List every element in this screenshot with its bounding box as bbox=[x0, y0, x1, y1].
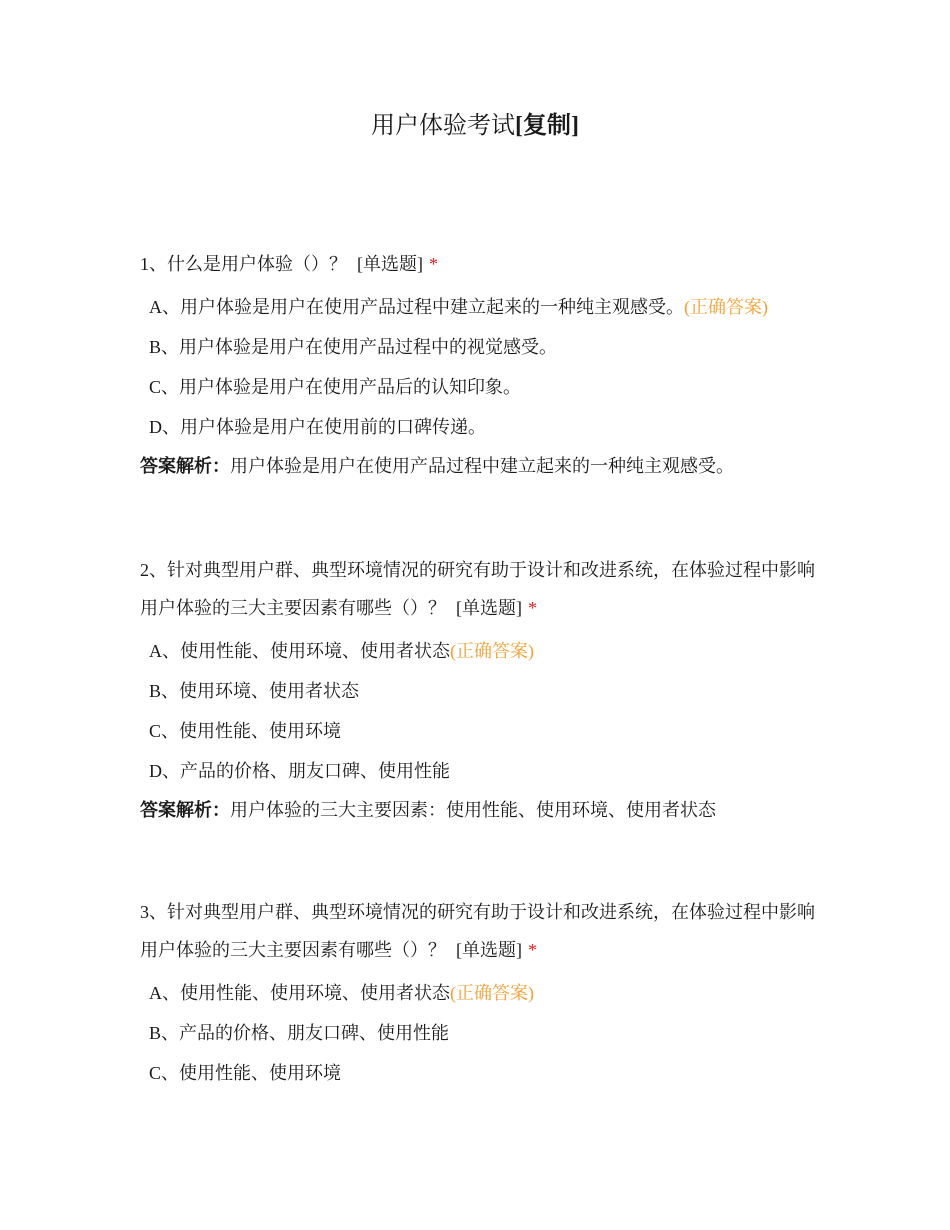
option-c bbox=[149, 1053, 820, 1093]
question-stem bbox=[140, 551, 820, 627]
option-d bbox=[149, 407, 820, 447]
option-text: A、用户体验是用户在使用产品过程中建立起来的一种纯主观感受。 bbox=[149, 297, 684, 317]
correct-answer-label: (正确答案) bbox=[450, 983, 534, 1003]
required-mark: * bbox=[429, 254, 438, 274]
question-2 bbox=[140, 551, 820, 829]
option-b bbox=[149, 327, 820, 367]
option-b bbox=[149, 1013, 820, 1053]
question-type: [单选题] bbox=[456, 940, 522, 960]
question-stem bbox=[140, 245, 820, 283]
option-c bbox=[149, 367, 820, 407]
required-mark: * bbox=[528, 598, 537, 618]
option-list bbox=[140, 287, 820, 447]
page-title bbox=[0, 108, 950, 144]
option-text: B、产品的价格、朋友口碑、使用性能 bbox=[149, 1023, 450, 1043]
option-text: C、使用性能、使用环境 bbox=[149, 1063, 342, 1083]
answer-analysis bbox=[140, 791, 820, 829]
question-type: [单选题] bbox=[357, 254, 423, 274]
option-text: C、用户体验是用户在使用产品后的认知印象。 bbox=[149, 377, 522, 397]
correct-answer-label: (正确答案) bbox=[684, 297, 768, 317]
analysis-label: 答案解析： bbox=[140, 800, 230, 820]
option-d bbox=[149, 751, 820, 791]
option-a bbox=[149, 631, 820, 671]
option-text: B、使用环境、使用者状态 bbox=[149, 681, 360, 701]
option-a bbox=[149, 973, 820, 1013]
option-a bbox=[149, 287, 820, 327]
question-1 bbox=[140, 245, 820, 485]
question-stem-text: 3、针对典型用户群、典型环境情况的研究有助于设计和改进系统，在体验过程中影响用户体验的三大主要因素有哪些（）？ bbox=[140, 902, 815, 960]
page-title-suffix: [复制] bbox=[515, 113, 579, 139]
option-c bbox=[149, 711, 820, 751]
analysis-text: 用户体验是用户在使用产品过程中建立起来的一种纯主观感受。 bbox=[230, 456, 734, 476]
correct-answer-label: (正确答案) bbox=[450, 641, 534, 661]
question-3 bbox=[140, 893, 820, 1093]
option-b bbox=[149, 671, 820, 711]
option-text: B、用户体验是用户在使用产品过程中的视觉感受。 bbox=[149, 337, 558, 357]
option-text: D、产品的价格、朋友口碑、使用性能 bbox=[149, 761, 450, 781]
question-stem-text: 2、针对典型用户群、典型环境情况的研究有助于设计和改进系统，在体验过程中影响用户体验的三大主要因素有哪些（）？ bbox=[140, 560, 815, 618]
question-type: [单选题] bbox=[456, 598, 522, 618]
option-text: C、使用性能、使用环境 bbox=[149, 721, 342, 741]
answer-analysis bbox=[140, 447, 820, 485]
question-stem-text: 1、什么是用户体验（）？ bbox=[140, 254, 347, 274]
page-title-main: 用户体验考试 bbox=[371, 113, 515, 139]
required-mark: * bbox=[528, 940, 537, 960]
option-list bbox=[140, 973, 820, 1093]
option-text: A、使用性能、使用环境、使用者状态 bbox=[149, 641, 450, 661]
analysis-text: 用户体验的三大主要因素：使用性能、使用环境、使用者状态 bbox=[230, 800, 716, 820]
analysis-label: 答案解析： bbox=[140, 456, 230, 476]
option-text: D、用户体验是用户在使用前的口碑传递。 bbox=[149, 417, 486, 437]
question-stem bbox=[140, 893, 820, 969]
option-text: A、使用性能、使用环境、使用者状态 bbox=[149, 983, 450, 1003]
option-list bbox=[140, 631, 820, 791]
